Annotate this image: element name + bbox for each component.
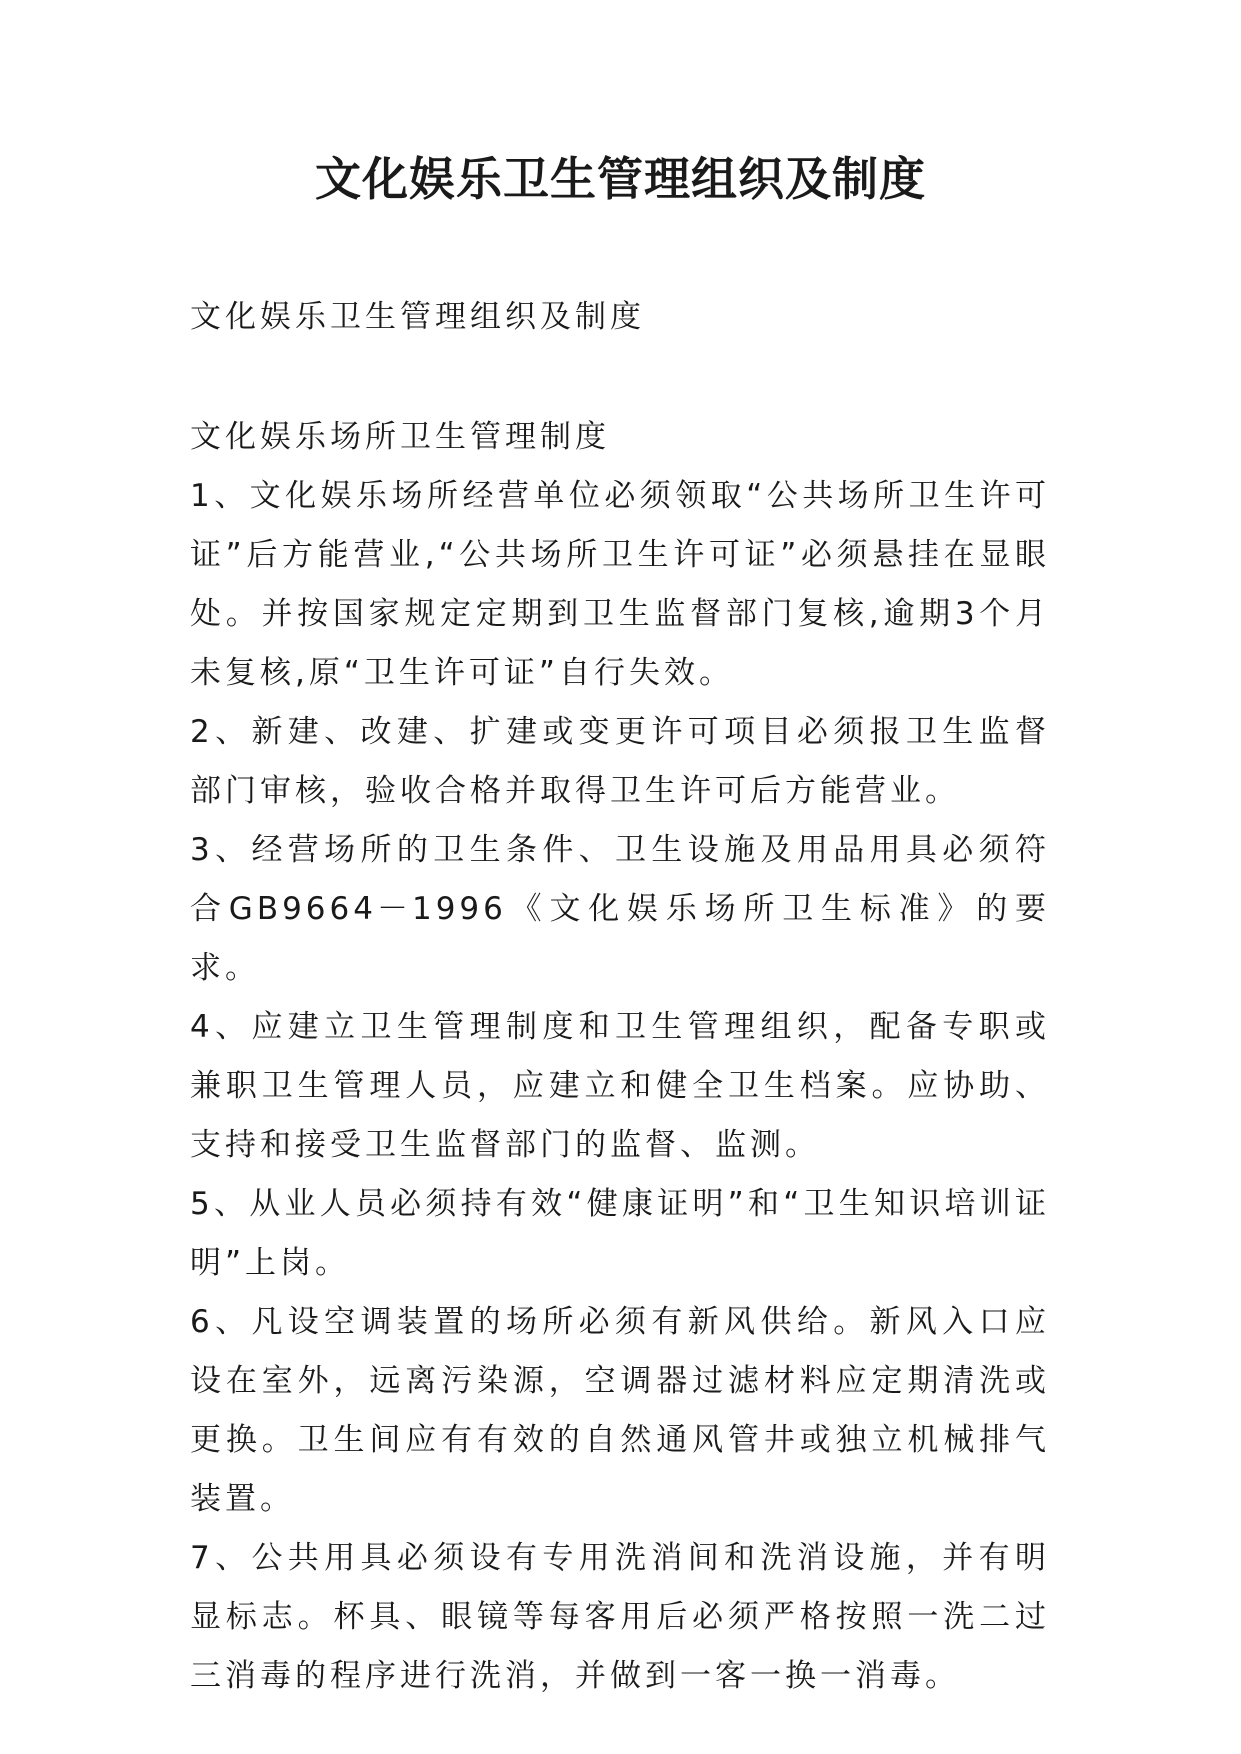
- rule-item: 6、凡设空调装置的场所必须有新风供给。新风入口应设在室外，远离污染源，空调器过滤材料应定期清洗或更换。卫生间应有有效的自然通风管井或独立机械排气装置。: [190, 1304, 1050, 1517]
- document-subtitle: 文化娱乐卫生管理组织及制度: [190, 299, 645, 335]
- document-title: 文化娱乐卫生管理组织及制度: [315, 152, 926, 206]
- rule-item: 7、公共用具必须设有专用洗消间和洗消设施，并有明显标志。杯具、眼镜等每客用后必须严格按照一洗二过三消毒的程序进行洗消，并做到一客一换一消毒。: [190, 1540, 1050, 1694]
- rule-item: 2、新建、改建、扩建或变更许可项目必须报卫生监督部门审核，验收合格并取得卫生许可后方能营业。: [190, 714, 1050, 809]
- rule-item: 3、经营场所的卫生条件、卫生设施及用品用具必须符合GB9664－1996《文化娱乐场所卫生标准》的要求。: [190, 832, 1050, 986]
- rule-item: 4、应建立卫生管理制度和卫生管理组织，配备专职或兼职卫生管理人员，应建立和健全卫生档案。应协助、支持和接受卫生监督部门的监督、监测。: [190, 1009, 1050, 1163]
- section-heading: 文化娱乐场所卫生管理制度: [190, 419, 610, 455]
- rule-item: 5、从业人员必须持有效“健康证明”和“卫生知识培训证明”上岗。: [190, 1186, 1050, 1281]
- rules-list: [190, 467, 1050, 1706]
- rule-item: 1、文化娱乐场所经营单位必须领取“公共场所卫生许可证”后方能营业,“公共场所卫生许可证”必须悬挂在显眼处。并按国家规定定期到卫生监督部门复核,逾期3个月未复核,原“卫生许可证”自行失效。: [190, 478, 1050, 691]
